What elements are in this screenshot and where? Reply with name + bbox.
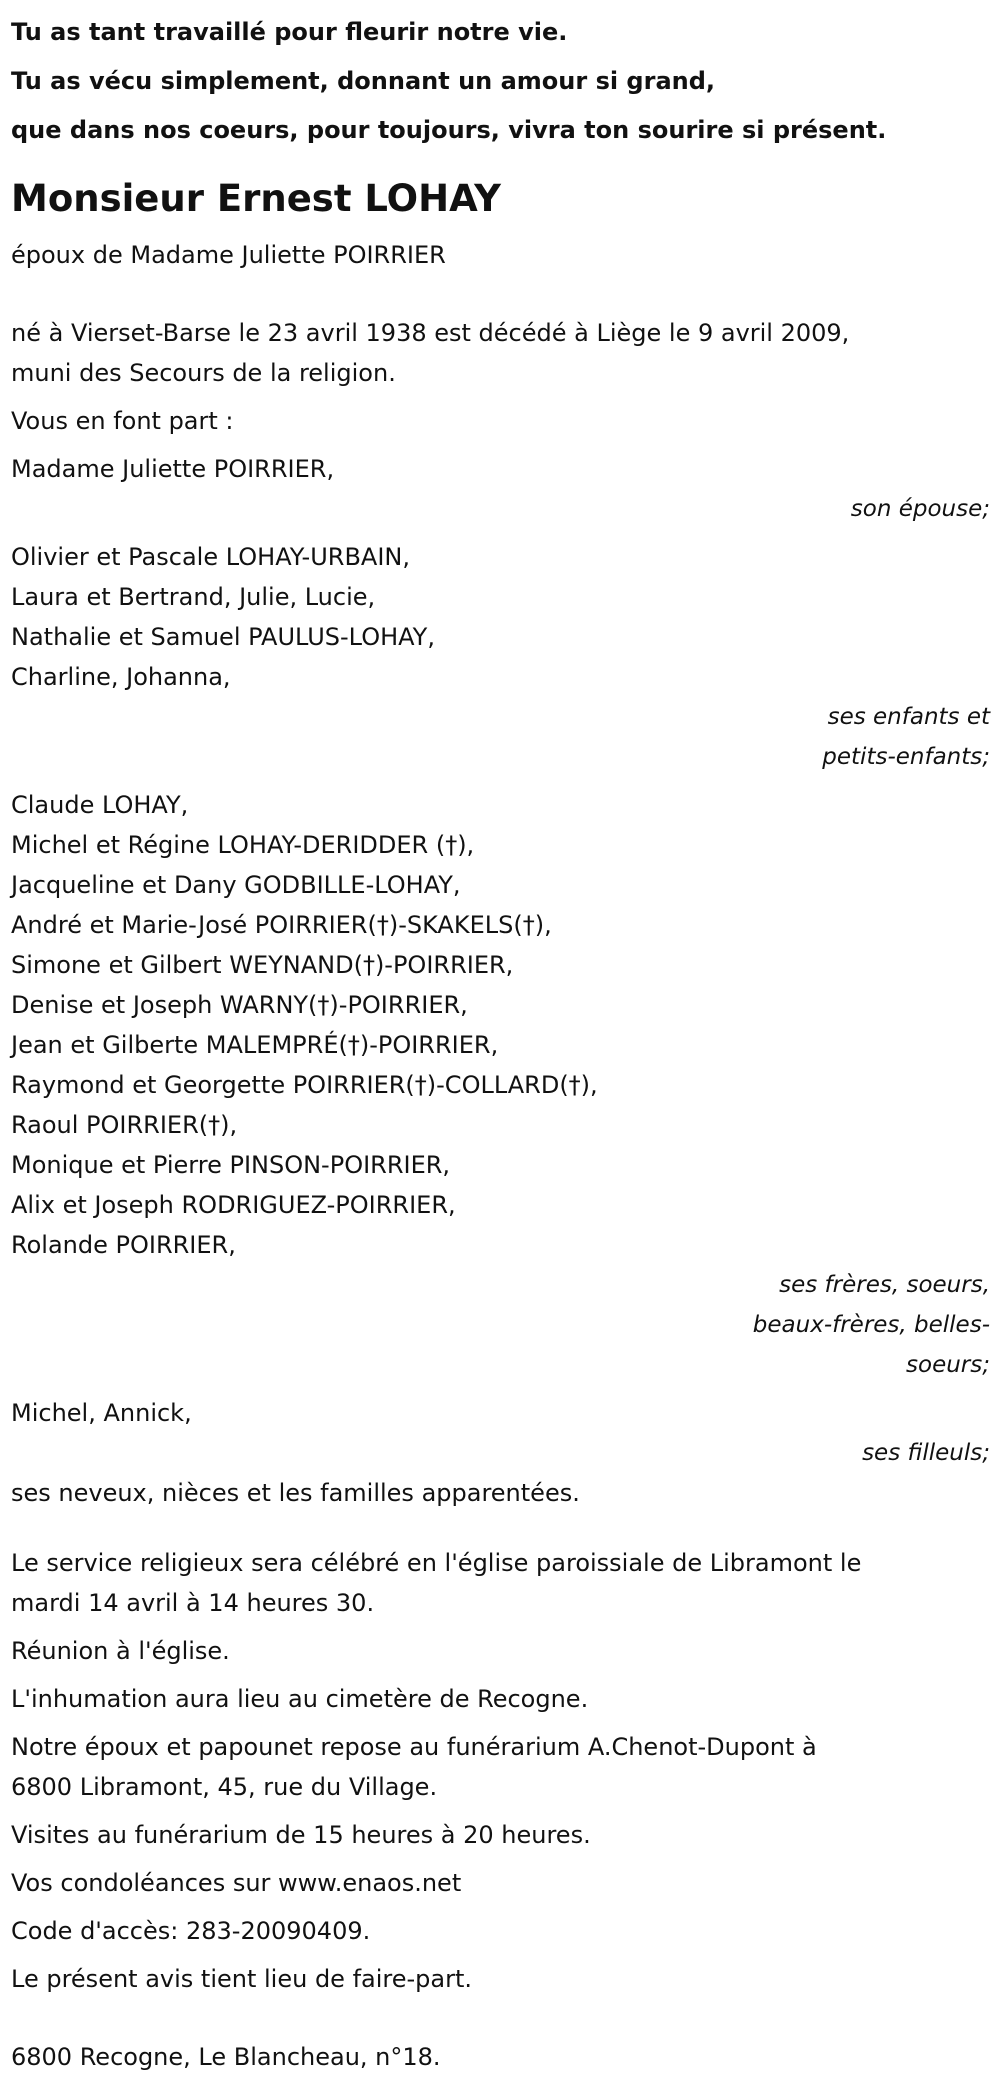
family-group-children — [11, 537, 990, 777]
family-name-line: Laura et Bertrand, Julie, Lucie, — [11, 583, 376, 611]
poem-line: que dans nos coeurs, pour toujours, vivra ton sourire si présent. — [11, 116, 887, 144]
reunion-line: Réunion à l'église. — [11, 1637, 230, 1665]
family-name-line: Denise et Joseph WARNY(†)-POIRRIER, — [11, 991, 468, 1019]
family-name-line: Claude LOHAY, — [11, 791, 189, 819]
spouse-line: époux de Madame Juliette POIRRIER — [11, 241, 446, 269]
burial-line: L'inhumation aura lieu au cimetère de Recogne. — [11, 1685, 589, 1713]
family-role: petits-enfants; — [822, 744, 990, 770]
funerarium-paragraph — [11, 1727, 990, 1807]
family-role: beaux-frères, belles- — [752, 1312, 990, 1338]
family-name-line: Charline, Johanna, — [11, 663, 231, 691]
family-role: ses enfants et — [827, 704, 990, 730]
family-role: soeurs; — [906, 1352, 990, 1378]
visits-line: Visites au funérarium de 15 heures à 20 heures. — [11, 1821, 591, 1849]
family-name-line: Jacqueline et Dany GODBILLE-LOHAY, — [11, 871, 461, 899]
poem-line: Tu as tant travaillé pour fleurir notre vie. — [11, 18, 568, 46]
family-name-line: Michel, Annick, — [11, 1399, 192, 1427]
family-name-line: Simone et Gilbert WEYNAND(†)-POIRRIER, — [11, 951, 514, 979]
obituary-content — [11, 8, 990, 2077]
family-role: ses filleuls; — [862, 1440, 990, 1466]
family-group-spouse — [11, 449, 990, 529]
intro-line: Vous en font part : — [11, 407, 234, 435]
funerarium-line: Notre époux et papounet repose au funérarium A.Chenot-Dupont à — [11, 1733, 817, 1761]
service-paragraph — [11, 1543, 990, 1623]
family-name-line: Raymond et Georgette POIRRIER(†)-COLLARD(†), — [11, 1071, 598, 1099]
deceased-name-title: Monsieur Ernest LOHAY — [11, 177, 501, 220]
access-code-line: Code d'accès: 283-20090409. — [11, 1917, 371, 1945]
notice-line: Le présent avis tient lieu de faire-part. — [11, 1965, 473, 1993]
family-name-line: Jean et Gilberte MALEMPRÉ(†)-POIRRIER, — [11, 1031, 499, 1059]
service-line: mardi 14 avril à 14 heures 30. — [11, 1589, 375, 1617]
family-name-line: Michel et Régine LOHAY-DERIDDER (†), — [11, 831, 475, 859]
family-name-line: Rolande POIRRIER, — [11, 1231, 236, 1259]
family-name-line: Alix et Joseph RODRIGUEZ-POIRRIER, — [11, 1191, 456, 1219]
family-name-line: André et Marie-José POIRRIER(†)-SKAKELS(†), — [11, 911, 552, 939]
family-name-line: Olivier et Pascale LOHAY-URBAIN, — [11, 543, 410, 571]
condolences-line: Vos condoléances sur www.enaos.net — [11, 1869, 462, 1897]
birth-death-line: muni des Secours de la religion. — [11, 359, 396, 387]
family-name-line: Monique et Pierre PINSON-POIRRIER, — [11, 1151, 451, 1179]
address-line: 6800 Recogne, Le Blancheau, n°18. — [11, 2043, 441, 2071]
family-name-line: Raoul POIRRIER(†), — [11, 1111, 238, 1139]
family-name-line: Madame Juliette POIRRIER, — [11, 455, 335, 483]
birth-death-line: né à Vierset-Barse le 23 avril 1938 est décédé à Liège le 9 avril 2009, — [11, 319, 850, 347]
family-group-siblings — [11, 785, 990, 1385]
birth-death-paragraph — [11, 313, 990, 393]
family-name-line: Nathalie et Samuel PAULUS-LOHAY, — [11, 623, 435, 651]
family-role: son épouse; — [850, 496, 990, 522]
relatives-line: ses neveux, nièces et les familles apparentées. — [11, 1479, 580, 1507]
poem — [11, 8, 990, 155]
poem-line: Tu as vécu simplement, donnant un amour si grand, — [11, 67, 716, 95]
funerarium-line: 6800 Libramont, 45, rue du Village. — [11, 1773, 438, 1801]
family-role: ses frères, soeurs, — [779, 1272, 990, 1298]
family-group-godchildren — [11, 1393, 990, 1473]
service-line: Le service religieux sera célébré en l'église paroissiale de Libramont le — [11, 1549, 862, 1577]
